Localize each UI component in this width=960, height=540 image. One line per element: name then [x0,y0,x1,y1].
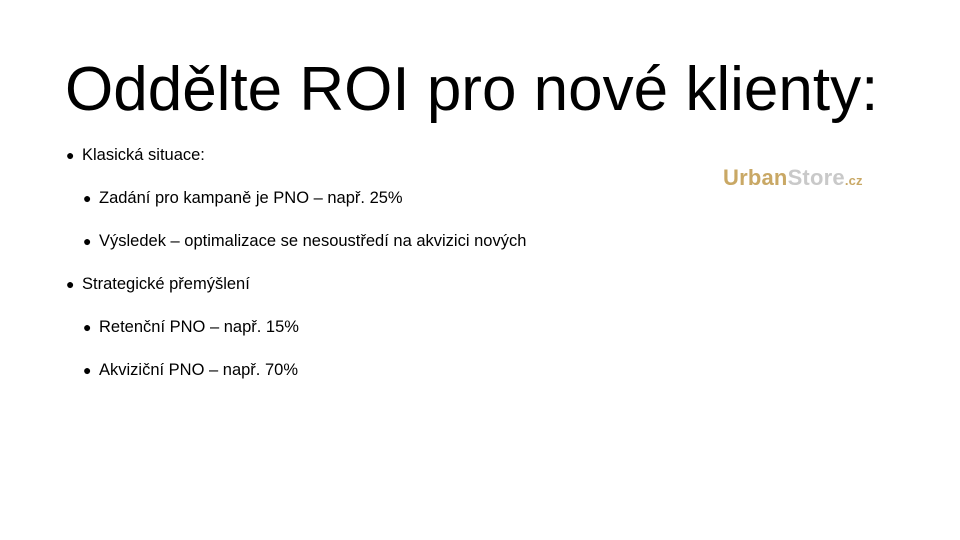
bullet-text: Akviziční PNO – např. 70% [99,361,298,379]
sub-bullet-item [83,317,526,337]
bullet-text: Retenční PNO – např. 15% [99,318,299,336]
bullet-text: Zadání pro kampaně je PNO – např. 25% [99,189,403,207]
bullet-icon: ● [66,147,75,163]
sub-bullet-item [83,188,526,208]
bullet-icon: ● [83,362,92,378]
bullet-icon: ● [83,319,92,335]
bullet-item [66,145,526,165]
bullet-text: Strategické přemýšlení [82,275,250,293]
bullet-list [66,145,526,403]
bullet-item [66,274,526,294]
logo-part-store: Store [787,165,845,190]
logo-part-urban: Urban [723,165,788,190]
sub-bullet-item [83,231,526,251]
bullet-text: Výsledek – optimalizace se nesoustředí na akvizici nových [99,232,527,250]
sub-bullet-item [83,360,526,380]
urbanstore-logo [723,165,863,191]
logo-part-tld: .cz [844,173,863,188]
bullet-icon: ● [83,233,92,249]
slide-title: Oddělte ROI pro nové klienty: [65,55,879,124]
bullet-icon: ● [66,276,75,292]
bullet-text: Klasická situace: [82,146,205,164]
bullet-icon: ● [83,190,92,206]
